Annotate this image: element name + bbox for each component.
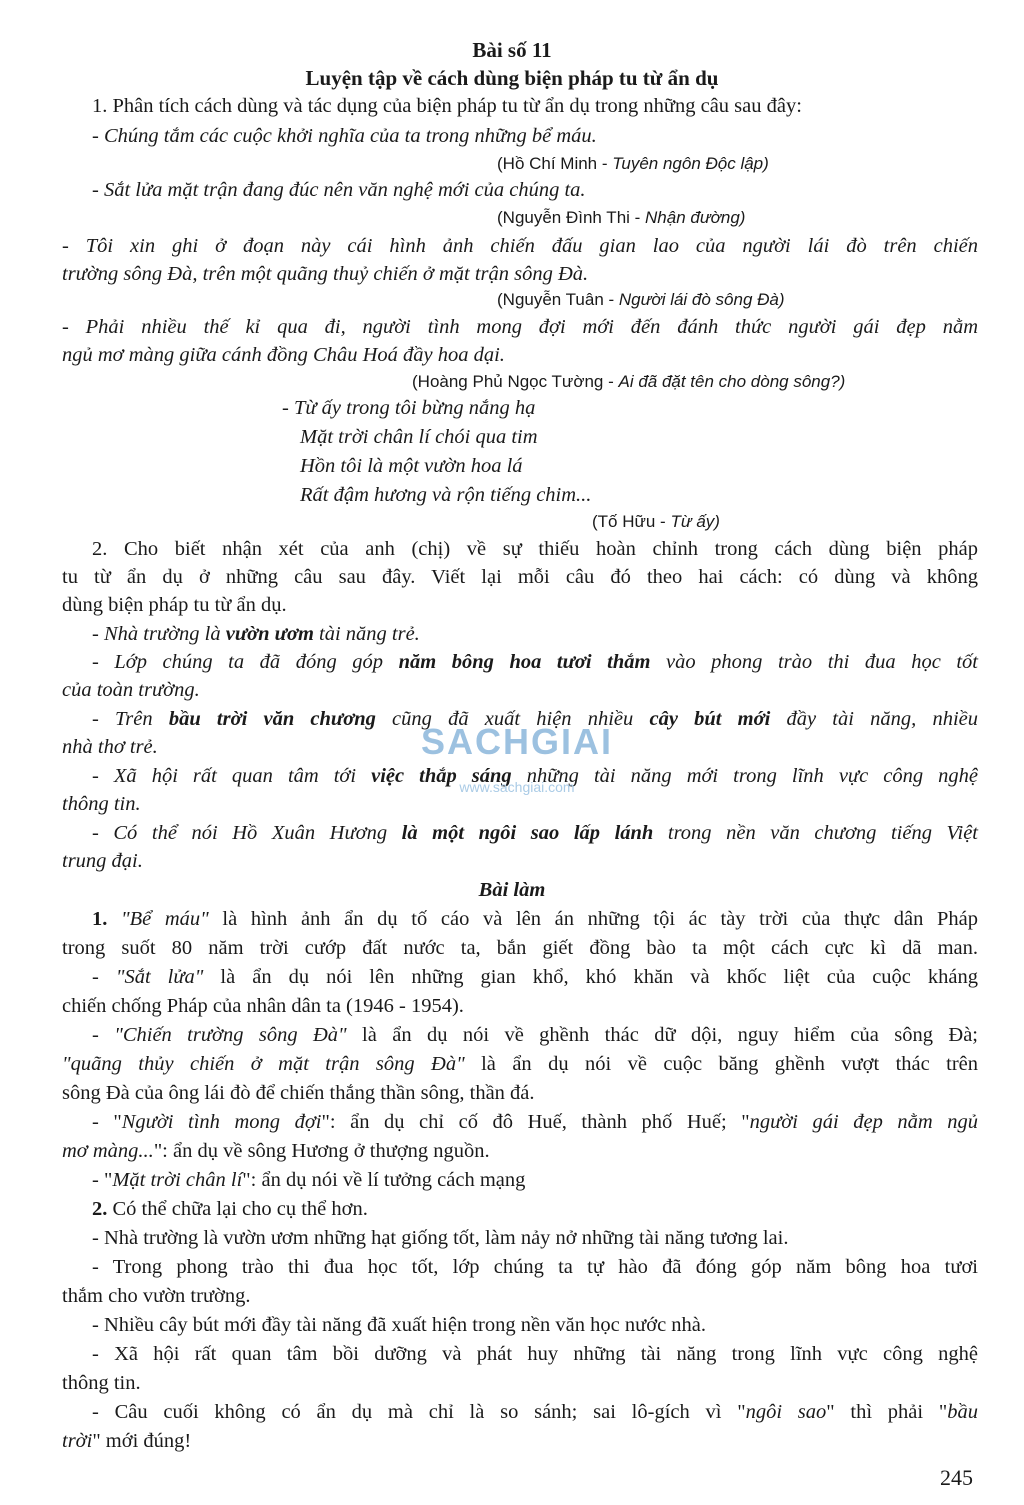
answer-2-item-2-line-1: - Trong phong trào thi đua học tốt, lớp chúng ta tự hào đã đóng góp năm bông hoa tươi — [92, 1256, 978, 1278]
answer-1-mattroi: - "Mặt trời chân lí": ẩn dụ nói về lí tưởng cách mạng — [92, 1169, 526, 1191]
exercise-1-quote-3-line-2: trường sông Đà, trên một quãng thuỷ chiến ở mặt trận sông Đà. — [62, 263, 589, 285]
exercise-2-sentence-3-line-2: nhà thơ trẻ. — [62, 736, 158, 758]
answer-1-hue-line-2: mơ màng...": ẩn dụ về sông Hương ở thượng nguồn. — [62, 1140, 490, 1162]
citation-4: (Hoàng Phủ Ngọc Tường - Ai đã đặt tên cho dòng sông?) — [412, 372, 846, 391]
exercise-1-quote-2: - Sắt lửa mặt trận đang đúc nên văn nghệ mới của chúng ta. — [92, 179, 586, 201]
citation-5: (Tố Hữu - Từ ấy) — [592, 512, 720, 531]
exercise-2-sentence-2-line-1: - Lớp chúng ta đã đóng góp năm bông hoa tươi thắm vào phong trào thi đua học tốt — [92, 651, 978, 673]
answer-2-item-5-line-1: - Câu cuối không có ẩn dụ mà chỉ là so sánh; sai lô-gích vì "ngôi sao" thì phải "bầu — [92, 1401, 978, 1423]
poem-line-4: Rất đậm hương và rộn tiếng chim... — [300, 484, 592, 506]
answer-1-line-1: 1. "Bể máu" là hình ảnh ẩn dụ tố cáo và lên án những tội ác tày trời của thực dân Pháp — [92, 908, 978, 930]
exercise-2-sentence-4-line-1: - Xã hội rất quan tâm tới việc thắp sáng những tài năng mới trong lĩnh vực công nghệ — [92, 765, 978, 787]
watermark-logo: SACHGIAI — [420, 721, 613, 762]
exercise-2-sentence-2-line-2: của toàn trường. — [62, 679, 200, 701]
exercise-1-quote-3-line-1: - Tôi xin ghi ở đoạn này cái hình ảnh chiến đấu gian lao của người lái đò trên chiến — [62, 235, 978, 257]
exercise-1-quote-4-line-1: - Phải nhiều thế kỉ qua đi, người tình mong đợi mới đến đánh thức người gái đẹp nằm — [62, 316, 978, 338]
answer-1-songda-line-1: - "Chiến trường sông Đà" là ẩn dụ nói về ghềnh thác dữ dội, nguy hiểm của sông Đà; — [92, 1024, 978, 1046]
answer-2-item-5-line-2: trời" mới đúng! — [62, 1430, 192, 1452]
answer-2-item-4-line-1: - Xã hội rất quan tâm bồi dưỡng và phát huy những tài năng trong lĩnh vực công nghệ — [92, 1343, 978, 1365]
exercise-2-prompt-line-2: tu từ ẩn dụ ở những câu sau đây. Viết lại mỗi câu đó theo hai cách: có dùng và không — [62, 566, 978, 588]
answer-1-songda-line-3: sông Đà của ông lái đò để chiến thắng thần sông, thần đá. — [62, 1082, 535, 1104]
answer-2-item-2-line-2: thắm cho vườn trường. — [62, 1285, 251, 1307]
answer-1-songda-line-2: "quãng thủy chiến ở mặt trận sông Đà" là ẩn dụ nói về cuộc băng ghềnh vượt thác trên — [62, 1053, 978, 1075]
answer-2-item-1: - Nhà trường là vườn ươm những hạt giống tốt, làm nảy nở những tài năng tương lai. — [92, 1227, 789, 1249]
watermark-url: www.sachgiai.com — [459, 779, 575, 795]
answer-heading: Bài làm — [478, 879, 546, 901]
exercise-2-sentence-4-line-2: thông tin. — [62, 793, 141, 815]
citation-1: (Hồ Chí Minh - Tuyên ngôn Độc lập) — [497, 154, 769, 173]
citation-2: (Nguyễn Đình Thi - Nhận đường) — [497, 208, 746, 227]
citation-3: (Nguyễn Tuân - Người lái đò sông Đà) — [497, 290, 785, 309]
exercise-2-sentence-5-line-2: trung đại. — [62, 850, 143, 872]
poem-line-1: - Từ ấy trong tôi bừng nắng hạ — [282, 397, 536, 419]
answer-2-intro: 2. Có thể chữa lại cho cụ thể hơn. — [92, 1198, 368, 1220]
lesson-title: Luyện tập về cách dùng biện pháp tu từ ẩn dụ — [305, 66, 719, 90]
answer-2-item-3: - Nhiều cây bút mới đầy tài năng đã xuất hiện trong nền văn học nước nhà. — [92, 1314, 707, 1336]
poem-line-2: Mặt trời chân lí chói qua tim — [300, 426, 538, 448]
lesson-number: Bài số 11 — [472, 38, 552, 62]
exercise-2-prompt-line-1: 2. Cho biết nhận xét của anh (chị) về sự thiếu hoàn chỉnh trong cách dùng biện pháp — [92, 538, 978, 560]
answer-2-item-4-line-2: thông tin. — [62, 1372, 141, 1394]
exercise-2-sentence-3-line-1: - Trên bầu trời văn chương cũng đã xuất hiện nhiều cây bút mới đầy tài năng, nhiều — [92, 708, 978, 730]
exercise-1-quote-1: - Chúng tắm các cuộc khởi nghĩa của ta trong những bể máu. — [92, 125, 597, 147]
exercise-1-quote-4-line-2: ngủ mơ màng giữa cánh đồng Châu Hoá đầy hoa dại. — [62, 344, 505, 366]
answer-1-line-2: trong suốt 80 năm trời cướp đất nước ta, bắn giết đồng bào ta một cách cực kì dã man. — [62, 937, 978, 959]
exercise-1-prompt: 1. Phân tích cách dùng và tác dụng của biện pháp tu từ ẩn dụ trong những câu sau đây: — [92, 95, 802, 117]
answer-1-sattua-line-1: - "Sắt lửa" là ẩn dụ nói lên những gian khổ, khó khăn và khốc liệt của cuộc kháng — [92, 966, 979, 988]
exercise-2-prompt-line-3: dùng biện pháp tu từ ẩn dụ. — [62, 594, 287, 616]
answer-1-sattua-line-2: chiến chống Pháp của nhân dân ta (1946 - 1954). — [62, 995, 464, 1017]
exercise-2-sentence-5-line-1: - Có thể nói Hồ Xuân Hương là một ngôi sao lấp lánh trong nền văn chương tiếng Việt — [92, 822, 978, 844]
poem-line-3: Hồn tôi là một vườn hoa lá — [300, 455, 523, 477]
exercise-2-sentence-1: - Nhà trường là vườn ươm tài năng trẻ. — [92, 623, 420, 645]
page-number: 245 — [940, 1465, 973, 1490]
answer-1-hue-line-1: - "Người tình mong đợi": ẩn dụ chỉ cố đô Huế, thành phố Huế; "người gái đẹp nằm ngủ — [92, 1111, 978, 1133]
